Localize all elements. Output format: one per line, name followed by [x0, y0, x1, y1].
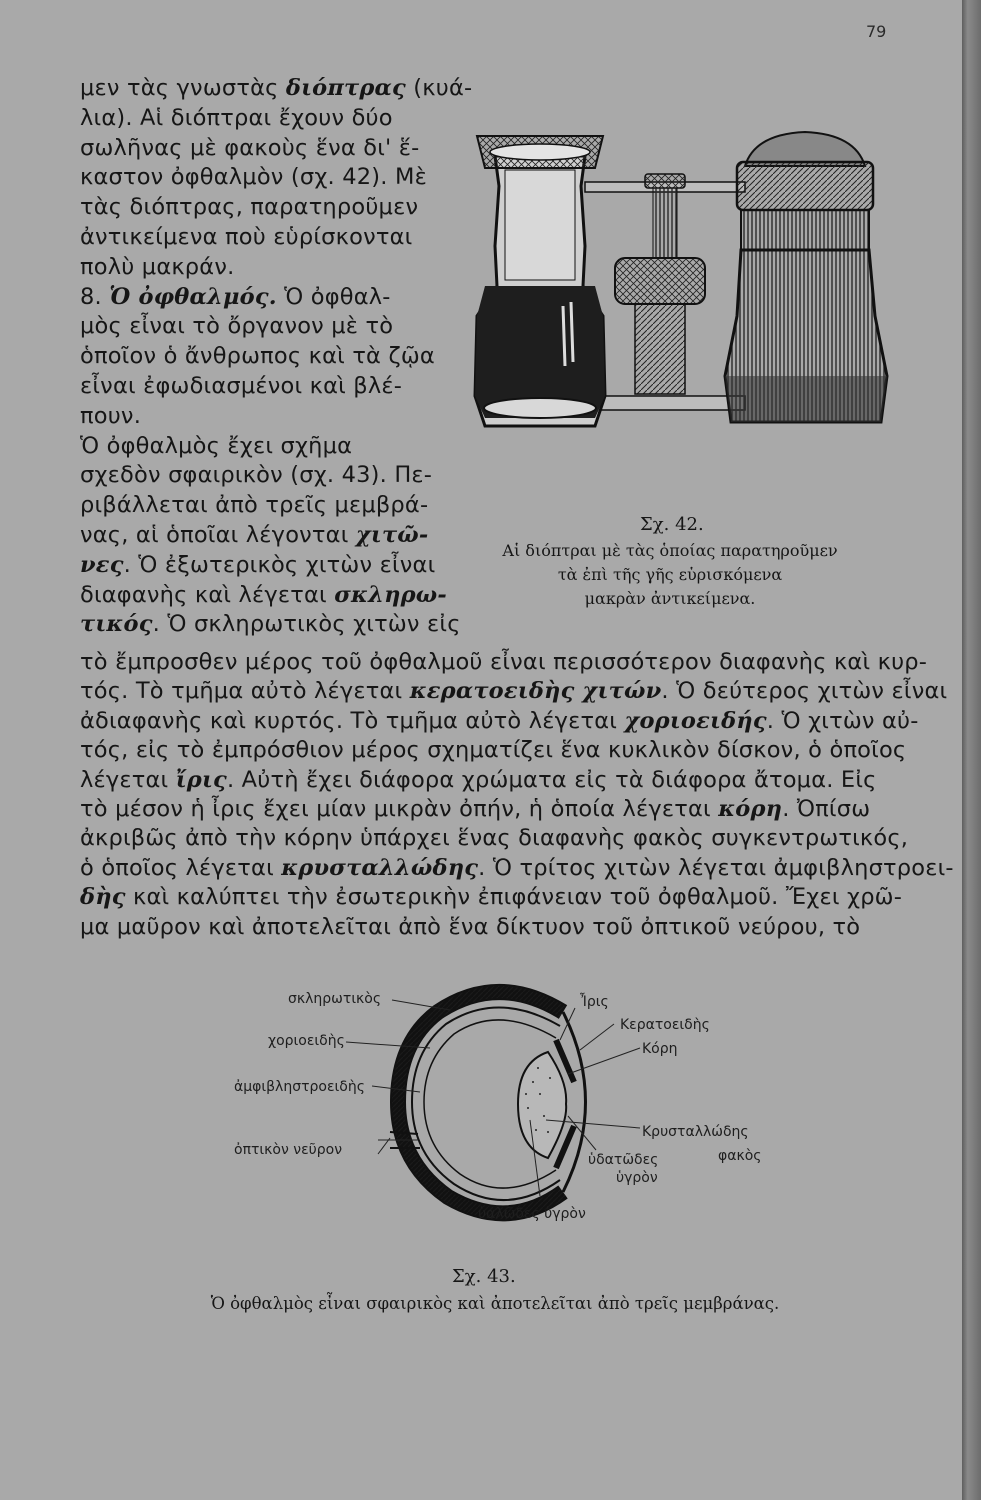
- text-run: λέγεται: [80, 766, 176, 793]
- text-run: τὸ ἔμπροσθεν μέρος τοῦ ὀφθαλμοῦ εἶναι περισσότερον διαφανὴς καὶ κυρ-: [80, 649, 928, 675]
- label-cornea: Κερατοειδὴς: [620, 1017, 710, 1033]
- text-line: [80, 914, 900, 940]
- label-iris: Ἶρις: [580, 994, 609, 1010]
- text-line: [80, 224, 440, 250]
- text-line: [80, 194, 440, 220]
- text-line: [80, 313, 440, 339]
- text-run: . Ὁ χιτὼν αὐ-: [766, 707, 919, 734]
- text-line: [80, 522, 440, 548]
- emphasis-term: κερατοειδὴς χιτών: [409, 678, 662, 705]
- text-run: Ὁ ὀφθαλ-: [276, 283, 391, 310]
- text-run: ἀκριβῶς ἀπὸ τὴν κόρην ὑπάρχει ἕνας διαφανὴς φακὸς συγκεντρωτικός,: [80, 825, 909, 852]
- text-run: σωλῆνας μὲ φακοὺς ἕνα δι' ἕ-: [80, 134, 420, 161]
- text-line: [80, 373, 440, 399]
- text-run: . Ὁ ἐξωτερικὸς χιτὼν εἶναι: [123, 551, 436, 578]
- text-line: [80, 767, 900, 793]
- text-line: [80, 254, 440, 280]
- fig42-caption-line: Αἱ διόπτραι μὲ τὰς ὁποίας παρατηροῦμεν: [502, 541, 838, 560]
- text-run: ὁ ὁποῖος λέγεται: [80, 854, 282, 881]
- text-run: 8.: [80, 283, 110, 310]
- fig42-caption-line: τὰ ἐπὶ τῆς γῆς εὑρισκόμενα: [557, 565, 783, 584]
- text-line: [80, 796, 900, 822]
- text-run: μὸς εἶναι τὸ ὄργανον μὲ τὸ: [80, 313, 394, 340]
- text-line: [80, 678, 948, 705]
- text-run: Ὁ ὀφθαλμὸς ἔχει σχῆμα: [80, 432, 353, 459]
- text-run: τός, εἰς τὸ ἐμπρόσθιον μέρος σχηματίζει ἕνα κυκλικὸν δίσκον, ὁ ὁποῖος: [80, 737, 907, 764]
- text-line: [80, 343, 440, 369]
- text-run: (κυά-: [405, 75, 473, 101]
- fig43-number: Σχ. 43.: [452, 1266, 516, 1287]
- fig43-caption: Ὁ ὀφθαλμὸς εἶναι σφαιρικὸς καὶ ἀποτελεῖται ἀπὸ τρεῖς μεμβράνας.: [210, 1294, 780, 1313]
- text-run: ὁποῖον ὁ ἄνθρωπος καὶ τὰ ζῷα: [80, 343, 435, 370]
- emphasis-term: χιτῶ-: [355, 522, 429, 548]
- text-run: λια). Αἱ διόπτραι ἔχουν δύο: [80, 104, 393, 131]
- text-run: τὸ μέσον ἡ ἶρις ἔχει μίαν μικρὰν ὀπήν, ἡ ὁποία λέγεται: [80, 796, 719, 822]
- text-run: ἀδιαφανὴς καὶ κυρτός. Τὸ τμῆμα αὐτὸ λέγεται: [80, 707, 625, 734]
- text-line: [80, 707, 919, 734]
- label-sclera: σκληρωτικὸς: [288, 991, 382, 1007]
- text-run: διαφανὴς καὶ λέγεται: [80, 581, 335, 608]
- text-run: πολὺ μακράν.: [80, 253, 235, 280]
- text-run: μα μαῦρον καὶ ἀποτελεῖται ἀπὸ ἕνα δίκτυον τοῦ ὀπτικοῦ νεύρου, τὸ: [80, 913, 861, 940]
- text-run: . Ὁ δεύτερος χιτὼν εἶναι: [661, 678, 948, 705]
- text-line: [80, 284, 440, 310]
- text-run: . Ὁ τρίτος χιτὼν λέγεται ἀμφιβληστροει-: [478, 854, 954, 881]
- text-run: . Ὁ σκληρωτικὸς χιτὼν εἰς: [152, 611, 461, 638]
- page-number: 79: [866, 22, 887, 41]
- text-line: [80, 649, 928, 675]
- text-line: [80, 611, 461, 638]
- text-line: [80, 105, 440, 131]
- emphasis-term: νες: [80, 551, 124, 578]
- text-line: [80, 75, 473, 101]
- text-run: καὶ καλύπτει τὴν ἐσωτερικὴν ἐπιφάνειαν τοῦ ὀφθαλμοῦ. Ἔχει χρῶ-: [125, 884, 903, 911]
- text-run: μεν τὰς γνωστὰς: [80, 75, 286, 101]
- text-run: ριβάλλεται ἀπὸ τρεῖς μεμβρά-: [80, 492, 429, 519]
- label-aqueous-2: ὑγρὸν: [616, 1170, 658, 1186]
- text-line: [80, 433, 440, 459]
- emphasis-term: κρυσταλλώδης: [281, 854, 479, 881]
- label-lens-2: φακὸς: [718, 1148, 762, 1164]
- fig42-number: Σχ. 42.: [640, 514, 704, 535]
- text-run: εἶναι ἐφωδιασμένοι καὶ βλέ-: [80, 373, 403, 399]
- emphasis-term: δὴς: [80, 884, 126, 911]
- emphasis-term: σκληρω-: [334, 581, 447, 608]
- text-line: [80, 884, 903, 911]
- text-line: [80, 164, 440, 190]
- text-run: πουν.: [80, 402, 142, 429]
- text-line: [80, 825, 909, 852]
- emphasis-term: χοριοειδής: [624, 707, 767, 734]
- text-line: [80, 552, 440, 578]
- label-lens-1: Κρυσταλλώδης: [642, 1124, 749, 1140]
- text-run: . Αὐτὴ ἔχει διάφορα χρώματα εἰς τὰ διάφορα ἄτομα. Εἰς: [226, 766, 877, 793]
- label-choroid: χοριοειδὴς: [268, 1033, 345, 1049]
- emphasis-term: τικός: [80, 611, 153, 638]
- text-line: [80, 854, 954, 881]
- label-optic-nerve: ὀπτικὸν νεῦρον: [234, 1142, 343, 1158]
- eye-diagram: [378, 982, 618, 1232]
- emphasis-term: διόπτρας: [285, 75, 406, 101]
- text-line: [80, 737, 907, 764]
- text-run: . Ὀπίσω: [782, 796, 871, 822]
- text-run: τὰς διόπτρας, παρατηροῦμεν: [80, 194, 419, 221]
- text-line: [80, 492, 440, 518]
- label-aqueous-1: ὑδατῶδες: [588, 1152, 659, 1168]
- label-pupil: Κόρη: [642, 1041, 678, 1057]
- text-line: [80, 135, 440, 161]
- text-run: καστον ὀφθαλμὸν (σχ. 42). Μὲ: [80, 164, 427, 191]
- emphasis-term: ἴρις: [175, 766, 227, 793]
- emphasis-term: Ὁ ὀφθαλμός.: [109, 283, 277, 310]
- text-run: ἀντικείμενα ποὺ εὑρίσκονται: [80, 224, 413, 250]
- binoculars-figure: [455, 126, 935, 446]
- text-run: σχεδὸν σφαιρικὸν (σχ. 43). Πε-: [80, 462, 433, 489]
- label-retina: ἀμφιβληστροειδὴς: [234, 1079, 365, 1095]
- emphasis-term: κόρη: [718, 796, 783, 822]
- label-vitreous: ὑαλῶδες ὑγρὸν: [478, 1206, 586, 1222]
- text-line: [80, 462, 440, 488]
- text-run: νας, αἱ ὁποῖαι λέγονται: [80, 522, 356, 548]
- text-line: [80, 581, 447, 608]
- text-line: [80, 403, 440, 429]
- text-run: τός. Τὸ τμῆμα αὐτὸ λέγεται: [80, 678, 410, 705]
- page-edge: [962, 0, 981, 1500]
- fig42-caption-line: μακρὰν ἀντικείμενα.: [584, 589, 756, 608]
